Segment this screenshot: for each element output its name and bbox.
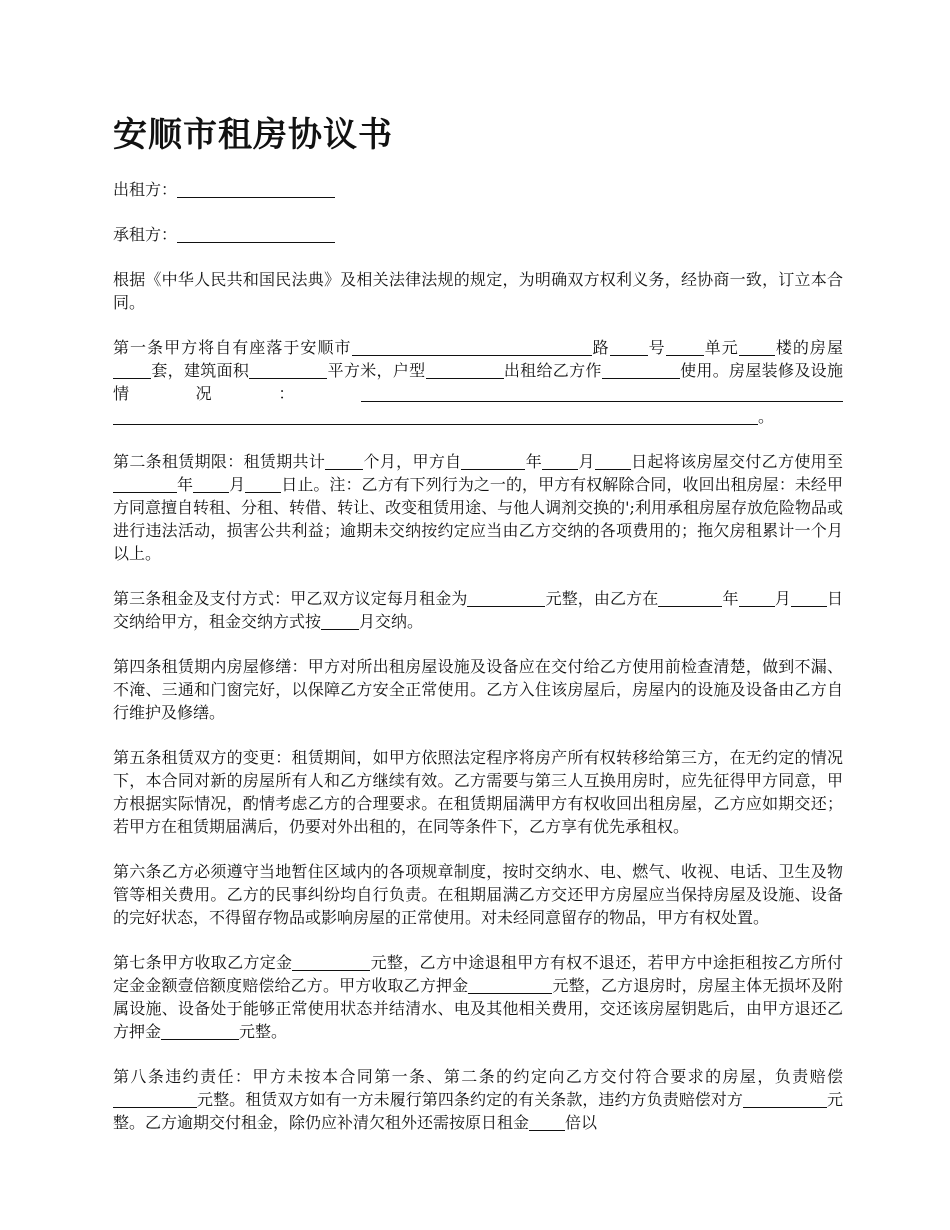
earnest-blank[interactable] — [292, 954, 370, 971]
art7-text: 元整，乙方中途退租甲方有权不退还，若甲方中途拒租按乙方所付定金金额壹倍额度赔偿给乙方。甲方收取乙方押金 — [113, 953, 843, 995]
pay-day-blank[interactable] — [791, 590, 827, 607]
lessor-label: 出租方： — [113, 180, 178, 199]
art3-text: 日交纳给甲方，租金交纳方式按 — [113, 589, 843, 631]
art1-text: 平方米，户型 — [327, 361, 426, 380]
document-title: 安顺市租房协议书 — [113, 115, 393, 155]
usage-blank[interactable] — [602, 362, 680, 379]
intro-paragraph: 根据《中华人民共和国民法典》及相关法律法规的规定，为明确双方权利义务，经协商一致，订立本合同。 — [113, 270, 843, 312]
months-blank[interactable] — [325, 453, 363, 470]
article-8 — [113, 1065, 843, 1134]
art1-text: 出租给乙方作 — [503, 361, 602, 380]
art2-text: 日起将该房屋交付乙方使用至 — [630, 452, 843, 471]
breach-blank[interactable] — [743, 1091, 827, 1108]
unit-blank[interactable] — [666, 339, 704, 356]
road-blank[interactable] — [352, 339, 592, 356]
start-day-blank[interactable] — [595, 453, 631, 470]
article-6: 第六条乙方必须遵守当地暂住区域内的各项规章制度，按时交纳水、电、燃气、收视、电话、卫生及物管等相关费用。乙方的民事纠纷均自行负责。在租期届满乙方交还甲方房屋应当保持房屋及设施、设备的完好状态，不得留存物品或影响房屋的正常使用。对未经同意留存的物品，甲方有权处置。 — [113, 862, 843, 927]
art2-text: 月 — [229, 475, 246, 494]
art7-text: 元整，乙方退房时，房屋主体无损坏及附属设施、设备处于能够正常使用状态并结清水、电及其他相关费用，交还该房屋钥匙后，由甲方退还乙方押金 — [113, 976, 843, 1041]
end-day-blank[interactable] — [245, 476, 281, 493]
start-year-blank[interactable] — [461, 453, 525, 470]
end-month-blank[interactable] — [193, 476, 229, 493]
art2-text: 年 — [177, 475, 194, 494]
rent-blank[interactable] — [467, 590, 545, 607]
late-multiple-blank[interactable] — [529, 1114, 565, 1131]
floor-blank[interactable] — [739, 339, 775, 356]
article-7 — [113, 951, 843, 1043]
art7-text: 第七条甲方收取乙方定金 — [113, 953, 293, 972]
number-blank[interactable] — [610, 339, 648, 356]
art2-text: 个月，甲方自 — [363, 452, 462, 471]
art3-text: 月交纳。 — [359, 612, 424, 631]
art1-text: 单元 — [703, 338, 739, 357]
article-4: 第四条租赁期内房屋修缮：甲方对所出租房屋设施及设备应在交付给乙方使用前检查清楚，做到不漏、不淹、三通和门窗完好，以保障乙方安全正常使用。乙方入住该房屋后，房屋内的设施及设备由乙方自行维护及修缮。 — [113, 657, 843, 722]
pay-month-blank[interactable] — [739, 590, 775, 607]
pay-year-blank[interactable] — [658, 590, 722, 607]
art3-text: 第三条租金及支付方式：甲乙双方议定每月租金为 — [113, 589, 468, 608]
art1-text: 使用。房屋装修及设施情况： — [113, 361, 843, 403]
document-body — [113, 178, 843, 1156]
sets-blank[interactable] — [113, 362, 151, 379]
art2-text: 月 — [578, 452, 595, 471]
article-3 — [113, 587, 843, 633]
area-blank[interactable] — [249, 362, 327, 379]
art8-text: 倍以 — [565, 1113, 598, 1132]
art3-text: 年 — [722, 589, 739, 608]
art1-text: 号 — [647, 338, 666, 357]
art8-text: 元整。租赁双方如有一方未履行第四条约定的有关条款，违约方负责赔偿对方 — [197, 1090, 743, 1109]
article-2 — [113, 450, 843, 565]
deposit-blank[interactable] — [468, 977, 552, 994]
facilities-blank[interactable] — [361, 385, 843, 402]
art1-text: 。 — [758, 407, 775, 426]
art2-text: 日止。注：乙方有下列行为之一的，甲方有权解除合同，收回出租房屋：未经甲方同意擅自转租、分租、转借、转让、改变租赁用途、与他人调剂交换的';利用承租房屋存放危险物品或进行违法活动，损害公共利益；逾期未交纳按约定应当由乙方交纳的各项费用的；拖欠房租累计一个月以上。 — [113, 475, 843, 563]
lessee-label: 承租方： — [113, 225, 178, 244]
lessee-line — [113, 223, 843, 246]
art2-text: 第二条租赁期限：租赁期共计 — [113, 452, 326, 471]
art3-text: 元整，由乙方在 — [545, 589, 659, 608]
facilities-blank-2[interactable] — [113, 408, 758, 425]
lessor-blank[interactable] — [177, 181, 335, 198]
end-year-blank[interactable] — [113, 476, 177, 493]
compensation-blank[interactable] — [113, 1091, 197, 1108]
article-5: 第五条租赁双方的变更：租赁期间，如甲方依照法定程序将房产所有权转移给第三方，在无约定的情况下，本合同对新的房屋所有人和乙方继续有效。乙方需要与第三人互换用房时，应先征得甲方同意，甲方根据实际情况，酌情考虑乙方的合理要求。在租赁期届满甲方有权收回出租房屋，乙方应如期交还；若甲方在租赁期届满后，仍要对外出租的，在同等条件下，乙方享有优先承租权。 — [113, 748, 843, 836]
art8-text: 元整。乙方逾期交付租金，除仍应补清欠租外还需按原日租金 — [113, 1090, 843, 1132]
pay-period-blank[interactable] — [321, 613, 359, 630]
art8-text: 第八条违约责任：甲方未按本合同第一条、第二条的约定向乙方交付符合要求的房屋，负责赔偿 — [113, 1067, 843, 1086]
art1-text: 楼的房屋 — [774, 338, 843, 357]
art2-text: 年 — [525, 452, 543, 471]
art1-text: 路 — [591, 338, 610, 357]
start-month-blank[interactable] — [542, 453, 578, 470]
layout-blank[interactable] — [426, 362, 504, 379]
art1-text: 套，建筑面积 — [151, 361, 250, 380]
deposit-refund-blank[interactable] — [161, 1023, 239, 1040]
article-1 — [113, 336, 843, 428]
art3-text: 月 — [774, 589, 791, 608]
art1-text: 第一条甲方将自有座落于安顺市 — [113, 338, 352, 357]
art7-text: 元整。 — [239, 1022, 288, 1041]
lessor-line — [113, 178, 843, 201]
lessee-blank[interactable] — [177, 226, 335, 243]
